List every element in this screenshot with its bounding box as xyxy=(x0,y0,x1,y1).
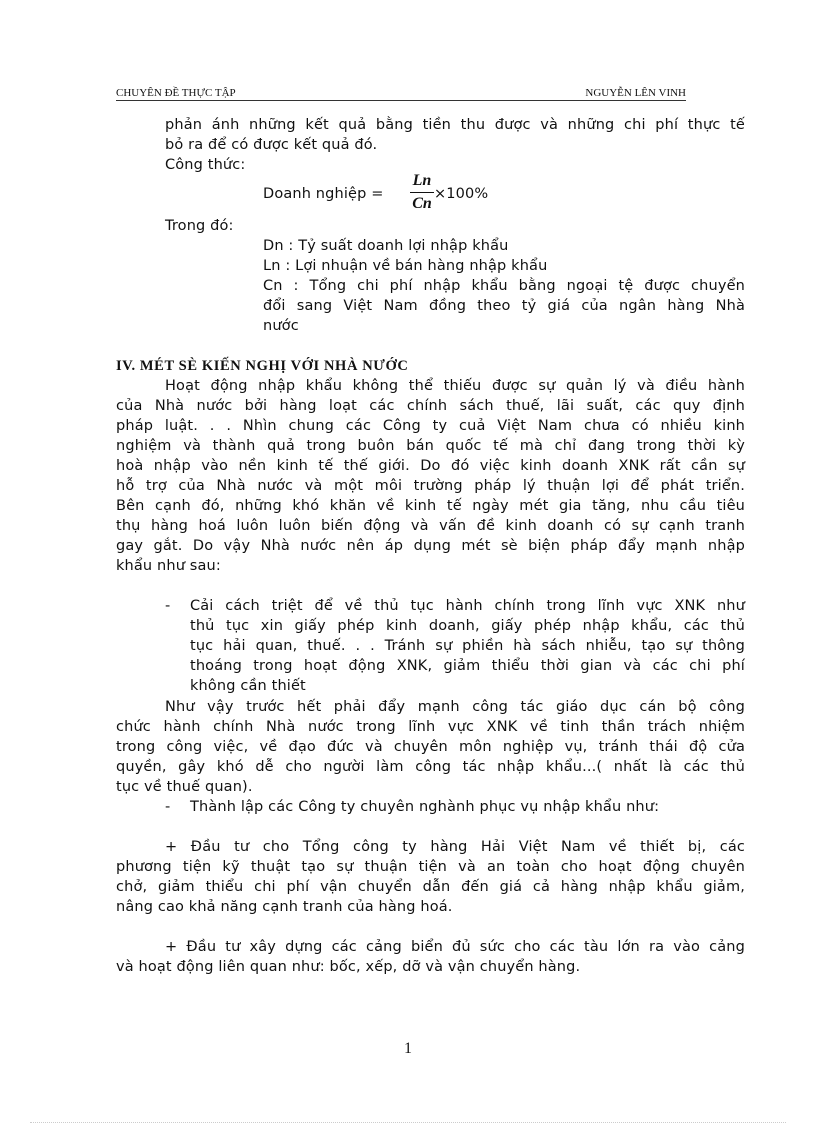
paragraph-line: hoà nhập vào nền kinh tế thế giới. Do đó việc kinh doanh XNK rất cần sự xyxy=(116,458,745,474)
paragraph-line: tục về thuế quan). xyxy=(116,779,253,795)
definition-line: nước xyxy=(263,318,299,334)
paragraph-line: của Nhà nước bởi hàng loạt các chính sách thuế, lãi suất, các quy định xyxy=(116,398,745,414)
paragraph-line: Như vậy trước hết phải đẩy mạnh công tác giáo dục cán bộ công xyxy=(165,699,745,715)
paragraph-line: chức hành chính Nhà nước trong lĩnh vực XNK về tinh thần trách nhiệm xyxy=(116,719,745,735)
formula-suffix: ×100% xyxy=(434,186,489,202)
paragraph-line: pháp luật. . . Nhìn chung các Công ty cuả Việt Nam chưa có nhiều kinh xyxy=(116,418,745,434)
formula-label: Doanh nghiệp = xyxy=(263,186,384,202)
paragraph-line: gay gắt. Do vậy Nhà nước nên áp dụng mét sè biện pháp đẩy mạnh nhập xyxy=(116,538,745,554)
formula-heading: Công thức: xyxy=(165,157,246,173)
paragraph-line: thụ hàng hoá luôn luôn biến động và vấn đề kinh doanh có sự cạnh tranh xyxy=(116,518,745,534)
paragraph-line: + Đầu tư cho Tổng công ty hàng Hải Việt Nam về thiết bị, các xyxy=(165,839,745,855)
paragraph-line: khẩu như sau: xyxy=(116,558,221,574)
formula-numerator: Ln xyxy=(412,172,432,189)
bullet-line: không cần thiết xyxy=(190,678,306,694)
bullet-line: tục hải quan, thuế. . . Tránh sự phiền hà sách nhiễu, tạo sự thông xyxy=(190,638,745,654)
paragraph-line: chở, giảm thiểu chi phí vận chuyển dẫn đến giá cả hàng nhập khẩu giảm, xyxy=(116,879,745,895)
bullet-line: Thành lập các Công ty chuyên nghành phục vụ nhập khẩu như: xyxy=(190,799,660,815)
section-title: IV. MÉT SÈ KIẾN NGHỊ VỚI NHÀ NƯỚC xyxy=(116,358,409,374)
fraction-bar xyxy=(410,192,434,193)
intro-line: bỏ ra để có được kết quả đó. xyxy=(165,137,378,153)
bullet-line: Cải cách triệt để về thủ tục hành chính trong lĩnh vực XNK như xyxy=(190,598,745,614)
formula-denominator: Cn xyxy=(412,195,432,212)
page-number: 1 xyxy=(404,1040,412,1057)
bullet-mark: - xyxy=(165,799,171,815)
paragraph-line: quyền, gây khó dễ cho người làm công tác nhập khẩu...( nhất là các thủ xyxy=(116,759,745,775)
definition-line: Ln : Lợi nhuận về bán hàng nhập khẩu xyxy=(263,258,548,274)
definition-line: Dn : Tỷ suất doanh lợi nhập khẩu xyxy=(263,238,509,254)
paragraph-line: nghiệm và thành quả trong buôn bán quốc tế mà chỉ đang trong thời kỳ xyxy=(116,438,745,454)
bullet-line: thủ tục xin giấy phép kinh doanh, giấy phép nhập khẩu, các thủ xyxy=(190,618,745,634)
definition-line: Cn : Tổng chi phí nhập khẩu bằng ngoại tệ được chuyển xyxy=(263,278,745,294)
paragraph-line: trong công việc, về đạo đức và chuyên môn nghiệp vụ, tránh thái độ cửa xyxy=(116,739,745,755)
header-left: CHUYÊN ĐỀ THỰC TẬP xyxy=(116,87,236,99)
page-header xyxy=(116,86,686,101)
paragraph-line: hỗ trợ của Nhà nước và một môi trường pháp lý thuận lợi để phát triển. xyxy=(116,478,745,494)
paragraph-line: và hoạt động liên quan như: bốc, xếp, dỡ và vận chuyển hàng. xyxy=(116,959,581,975)
paragraph-line: + Đầu tư xây dựng các cảng biển đủ sức cho các tàu lớn ra vào cảng xyxy=(165,939,745,955)
formula-fraction xyxy=(410,172,434,213)
where-label: Trong đó: xyxy=(165,218,234,234)
header-right: NGUYỄN LÊN VINH xyxy=(585,87,686,99)
paragraph-line: nâng cao khả năng cạnh tranh của hàng hoá. xyxy=(116,899,453,915)
intro-line: phản ánh những kết quả bằng tiền thu được và những chi phí thực tế xyxy=(165,117,745,133)
bullet-mark: - xyxy=(165,598,171,614)
paragraph-line: Hoạt động nhập khẩu không thể thiếu được sự quản lý và điều hành xyxy=(165,378,745,394)
paragraph-line: Bên cạnh đó, những khó khăn về kinh tế ngày mét gia tăng, nhu cầu tiêu xyxy=(116,498,745,514)
paragraph-line: phương tiện kỹ thuật tạo sự thuận tiện và an toàn cho hoạt động chuyên xyxy=(116,859,745,875)
bullet-line: thoáng trong hoạt động XNK, giảm thiểu thời gian và các chi phí xyxy=(190,658,745,674)
definition-line: đổi sang Việt Nam đồng theo tỷ giá của ngân hàng Nhà xyxy=(263,298,745,314)
